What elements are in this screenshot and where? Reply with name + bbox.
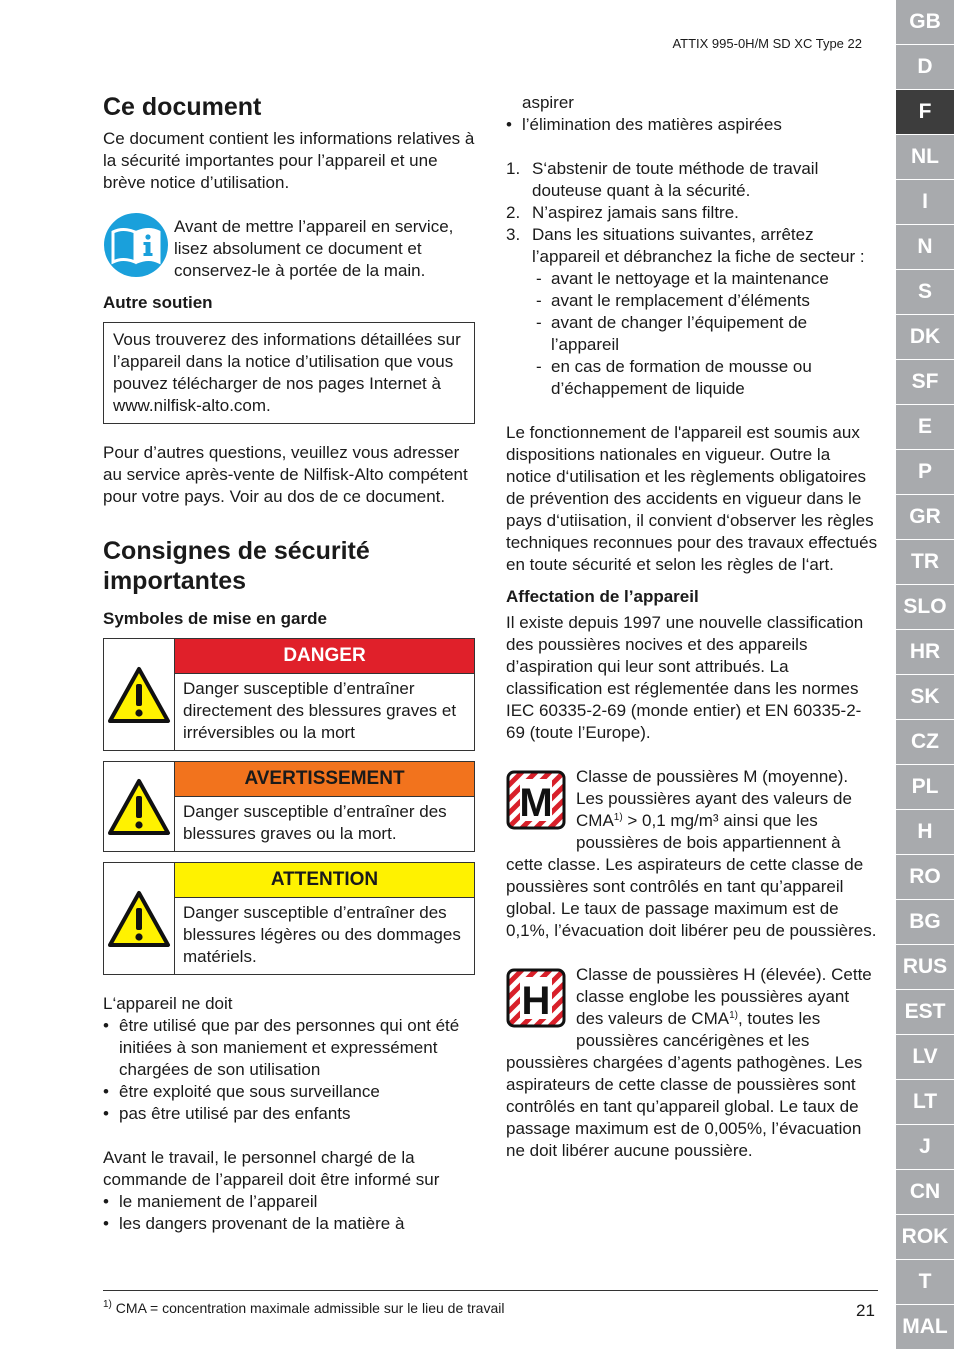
language-tab-ro[interactable]: RO — [896, 855, 954, 899]
language-tab-d[interactable]: D — [896, 45, 954, 89]
language-tab-cz[interactable]: CZ — [896, 720, 954, 764]
must-not-list — [103, 1015, 475, 1125]
left-column — [103, 92, 475, 1235]
language-tab-gr[interactable]: GR — [896, 495, 954, 539]
safety-steps — [506, 158, 878, 268]
language-tab-slo[interactable]: SLO — [896, 585, 954, 629]
language-tab-sk[interactable]: SK — [896, 675, 954, 719]
support-box — [103, 322, 475, 424]
warning-label-danger: DANGER — [175, 639, 474, 674]
footnote-marker: 1) — [103, 1299, 112, 1310]
class-h-text-b: , toutes les poussières cancérigènes et les poussières chargées d’agents pathogènes. Les aspirateurs de cette classe de poussières sont contrôlés en tant qu’appareil global. Le taux de passage maximum est de 0,005%, l’évacuation ne doit libérer aucune poussière. — [506, 1009, 863, 1160]
before-work-list — [103, 1191, 475, 1235]
list-item: • l’élimination des matières aspirées — [506, 114, 878, 136]
language-tab-h[interactable]: H — [896, 810, 954, 854]
warning-triangle-icon — [104, 863, 175, 974]
info-note-text: Avant de mettre l’appareil en service, lisez absolument ce document et conservez-le à portée de la main. — [174, 217, 454, 280]
document-intro: Ce document contient les informations relatives à la sécurité importantes pour l’appareil et une brève notice d’utilisation. — [103, 129, 475, 192]
assignment-heading: Affectation de l’appareil — [506, 587, 699, 606]
language-tab-lv[interactable]: LV — [896, 1035, 954, 1079]
language-tab-e[interactable]: E — [896, 405, 954, 449]
step-item — [506, 224, 878, 268]
read-manual-icon — [103, 212, 169, 278]
language-tab-mal[interactable]: MAL — [896, 1305, 954, 1349]
language-tab-est[interactable]: EST — [896, 990, 954, 1034]
support-heading: Autre soutien — [103, 293, 213, 312]
dust-class-h — [506, 964, 878, 1162]
class-m-text-a: Classe de poussières M (moyenne). Les poussières ayant des valeurs de CMA — [576, 767, 852, 830]
safety-title-line-2: importantes — [103, 567, 247, 595]
safety-title-line-1: Consignes de sécurité — [103, 537, 370, 565]
language-tab-t[interactable]: T — [896, 1260, 954, 1304]
list-item: - avant le remplacement d’éléments — [506, 290, 878, 312]
step-item — [506, 202, 878, 224]
step-text: N’aspirez jamais sans filtre. — [532, 203, 739, 222]
class-h-text-a: Classe de poussières H (élevée). Cette classe englobe les poussières ayant des valeurs de CMA — [576, 965, 872, 1028]
svg-text:H: H — [521, 979, 551, 1023]
language-tab-tr[interactable]: TR — [896, 540, 954, 584]
language-tab-pl[interactable]: PL — [896, 765, 954, 809]
list-item: • être exploité que sous surveillance — [103, 1081, 475, 1103]
list-item: • pas être utilisé par des enfants — [103, 1103, 475, 1125]
svg-text:M: M — [519, 781, 553, 825]
step-number: 1. — [506, 159, 521, 178]
language-tab-rok[interactable]: ROK — [896, 1215, 954, 1259]
footnote-text: CMA = concentration maximale admissible sur le lieu de travail — [111, 1300, 505, 1316]
language-tab-j[interactable]: J — [896, 1125, 954, 1169]
footnote — [103, 1299, 504, 1317]
language-tab-p[interactable]: P — [896, 450, 954, 494]
language-tab-i[interactable]: I — [896, 180, 954, 224]
continued-line: aspirer — [522, 93, 574, 112]
warning-block-attention — [103, 862, 475, 975]
support-box-text: Vous trouverez des informations détaillées sur l’appareil dans la notice d’utilisation que vous pouvez télécharger de nos pages Internet à www.nilfisk-alto.com. — [113, 330, 461, 415]
dust-class-h-icon — [506, 968, 566, 1028]
step-number: 3. — [506, 225, 521, 244]
step-item — [506, 158, 878, 202]
footer-rule — [103, 1290, 878, 1291]
regulations-text: Le fonctionnement de l'appareil est soumis aux dispositions nationales en vigueur. Outre la notice d‘utilisation et les règlements obligatoires de prévention des accidents en vigueur dans le pays d‘utiisation, il convient d‘observer les règles techniques reconnues pour des travaux effectués en toute sécurité et selon les règles de l‘art. — [506, 423, 878, 574]
support-more-text: Pour d’autres questions, veuillez vous adresser au service après-vente de Nilfisk-Alto compétent pour votre pays. Voir au dos de ce document. — [103, 443, 468, 506]
must-not-intro: L‘appareil ne doit — [103, 994, 233, 1013]
list-item: - avant le nettoyage et la maintenance — [506, 268, 878, 290]
dust-class-m-icon — [506, 770, 566, 830]
warning-block-danger — [103, 638, 475, 751]
warning-triangle-icon — [104, 762, 175, 851]
language-tab-rus[interactable]: RUS — [896, 945, 954, 989]
document-header-title: ATTIX 995-0H/M SD XC Type 22 — [672, 36, 862, 51]
language-tab-f[interactable]: F — [896, 90, 954, 134]
warning-text-avertissement: Danger susceptible d’entraîner des blessures graves ou la mort. — [183, 802, 447, 843]
list-item: • le maniement de l’appareil — [103, 1191, 475, 1213]
dust-class-m — [506, 766, 878, 942]
warning-text-danger: Danger susceptible d’entraîner directement des blessures graves et irréversibles ou la mort — [183, 679, 457, 742]
language-tab-nl[interactable]: NL — [896, 135, 954, 179]
warning-text-attention: Danger susceptible d’entraîner des blessures légères ou des dommages matériels. — [183, 903, 461, 966]
step-text: Dans les situations suivantes, arrêtez l’appareil et débranchez la fiche de secteur : — [532, 225, 865, 266]
section-title-safety — [103, 536, 475, 596]
language-tab-bg[interactable]: BG — [896, 900, 954, 944]
warning-label-attention: ATTENTION — [175, 863, 474, 898]
before-work-text: Avant le travail, le personnel chargé de la commande de l’appareil doit être informé sur — [103, 1148, 440, 1189]
list-item: - avant de changer l’équipement de l’appareil — [506, 312, 878, 356]
assignment-text: Il existe depuis 1997 une nouvelle classification des poussières nocives et des appareils d’aspiration qui leur sont attribués. La classification est réglementée dans les normes IEC 60335-2-69 (monde entier) et EN 60335-2-69 (toute l’Europe). — [506, 613, 864, 742]
right-column — [506, 92, 878, 1162]
step-text: S‘abstenir de toute méthode de travail douteuse quant à la sécurité. — [532, 159, 819, 200]
language-tab-cn[interactable]: CN — [896, 1170, 954, 1214]
continued-list — [506, 114, 878, 136]
language-tab-sf[interactable]: SF — [896, 360, 954, 404]
list-item: • les dangers provenant de la matière à — [103, 1213, 475, 1235]
language-tab-dk[interactable]: DK — [896, 315, 954, 359]
language-tab-gb[interactable]: GB — [896, 0, 954, 44]
language-tab-lt[interactable]: LT — [896, 1080, 954, 1124]
language-tab-n[interactable]: N — [896, 225, 954, 269]
footnote-ref: 1) — [729, 1010, 738, 1021]
warning-label-avertissement: AVERTISSEMENT — [175, 762, 474, 797]
warning-block-avertissement — [103, 761, 475, 852]
warning-triangle-icon — [104, 639, 175, 750]
language-tab-s[interactable]: S — [896, 270, 954, 314]
shutdown-situations — [506, 268, 878, 400]
language-tab-hr[interactable]: HR — [896, 630, 954, 674]
list-item: • être utilisé que par des personnes qui ont été initiées à son maniement et expressément chargées de son utilisation — [103, 1015, 475, 1081]
symbols-heading: Symboles de mise en garde — [103, 609, 327, 628]
list-item: - en cas de formation de mousse ou d’échappement de liquide — [506, 356, 878, 400]
class-m-text-b: > 0,1 mg/m³ ainsi que les poussières de bois appartiennent à cette classe. Les aspirateurs de cette classe de poussières sont contrôlés en tant qu’appareil global. Le taux de passage maximum est de 0,1%, l’évacuation doit libérer peu de poussières. — [506, 811, 877, 940]
step-number: 2. — [506, 203, 521, 222]
footnote-ref: 1) — [613, 812, 623, 823]
section-title-document: Ce document — [103, 93, 262, 121]
page-number: 21 — [856, 1301, 875, 1320]
info-note — [103, 216, 475, 282]
language-tabs — [896, 0, 954, 1350]
